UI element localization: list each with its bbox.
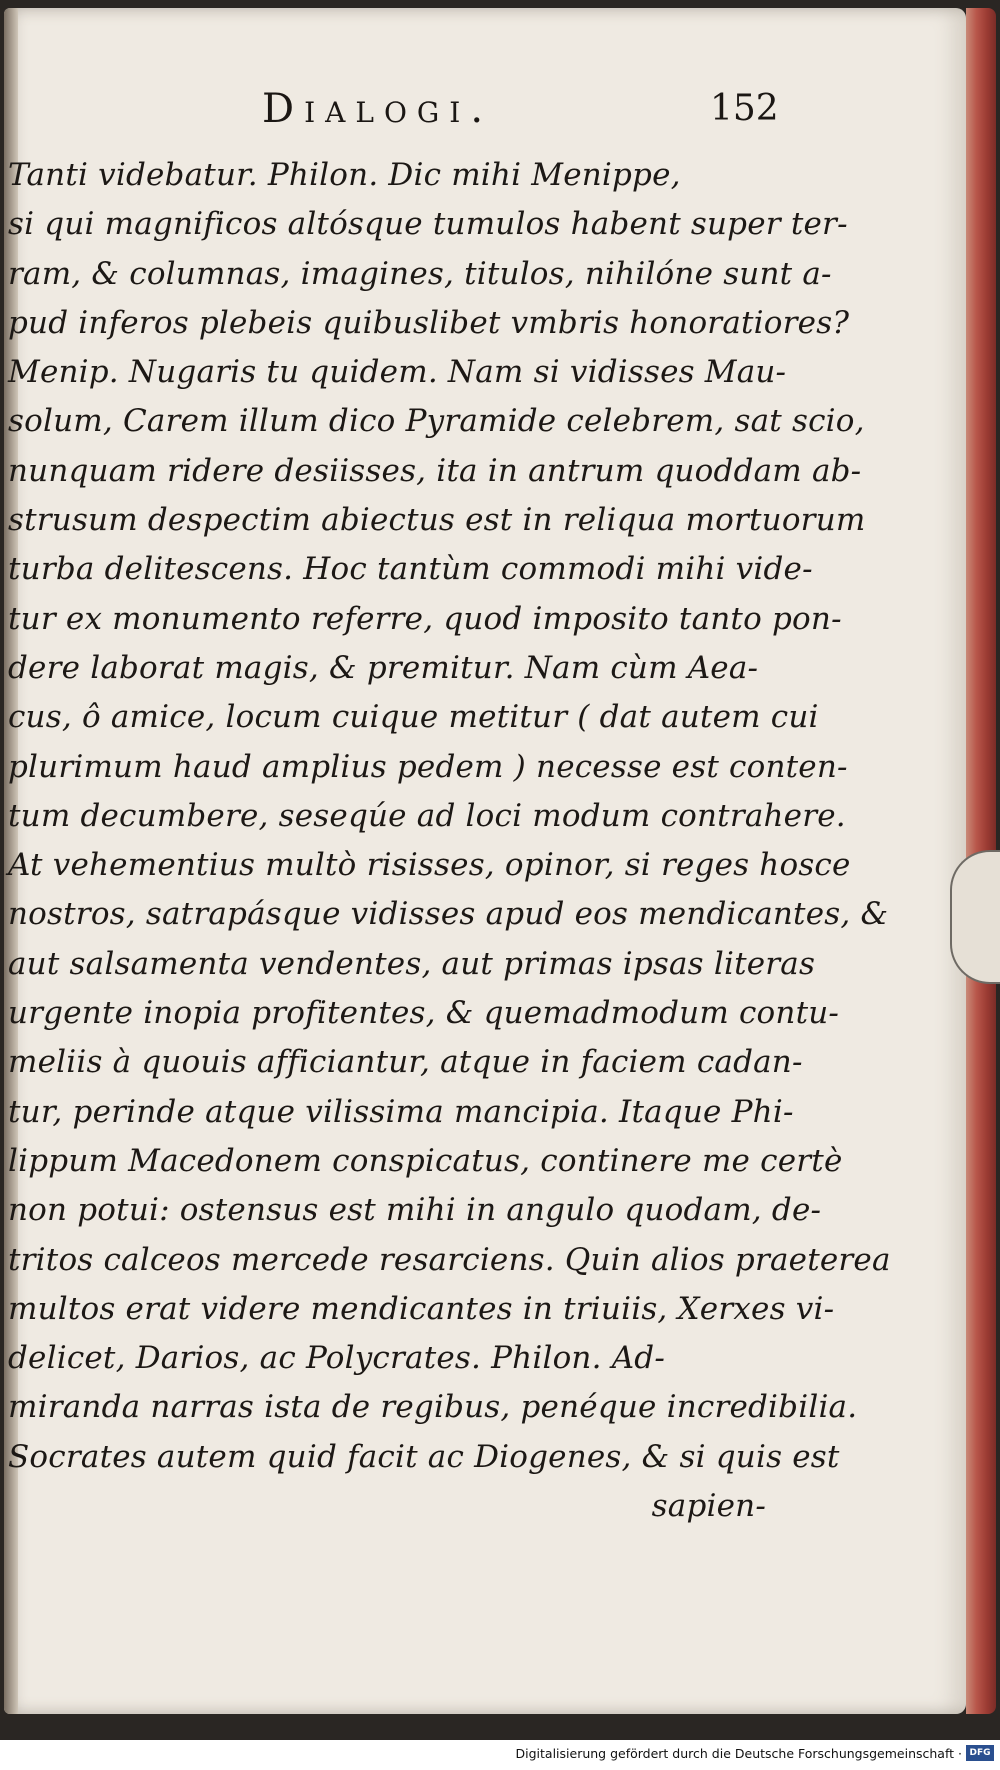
- book-page: [4, 8, 966, 1714]
- text-line: strusum despectim abiectus est in reliqua mortuorum: [8, 502, 866, 539]
- text-line: urgente inopia profitentes, & quemadmodum contu-: [8, 995, 840, 1032]
- catchword: sapien-: [651, 1488, 766, 1525]
- text-line: Menip. Nugaris tu quidem. Nam si vidisses Mau-: [8, 354, 787, 391]
- text-line: tur, perinde atque vilissima mancipia. Itaque Phi-: [8, 1093, 794, 1130]
- text-block: [4, 151, 966, 1531]
- text-line: nostros, satrapásque vidisses apud eos mendicantes, &: [8, 896, 889, 933]
- text-line: si qui magnificos altósque tumulos habent super ter-: [8, 206, 848, 243]
- text-line: dere laborat magis, & premitur. Nam cùm Aea-: [8, 649, 759, 686]
- running-head: Dialogi.: [262, 86, 494, 132]
- page-number: 152: [710, 88, 779, 129]
- text-line: miranda narras ista de regibus, penéque incredibilia.: [8, 1389, 858, 1426]
- text-line: Socrates autem quid facit ac Diogenes, & si quis est: [8, 1438, 840, 1475]
- text-line: multos erat videre mendicantes in triuiis, Xerxes vi-: [8, 1290, 835, 1327]
- footer-bar: [0, 1740, 1000, 1770]
- text-line: cus, ô amice, locum cuique metitur ( dat autem cui: [8, 699, 819, 736]
- text-line: turba delitescens. Hoc tantùm commodi mihi vide-: [8, 551, 813, 588]
- digitization-credit: Digitalisierung gefördert durch die Deutsche Forschungsgemeinschaft ·: [515, 1746, 962, 1761]
- text-line: tum decumbere, seseqúe ad loci modum contrahere.: [8, 797, 846, 834]
- text-line: solum, Carem illum dico Pyramide celebrem, sat scio,: [8, 403, 865, 440]
- text-line: plurimum haud amplius pedem ) necesse est conten-: [8, 748, 848, 785]
- text-line: delicet, Darios, ac Polycrates. Philon. Ad-: [8, 1340, 666, 1377]
- page-tab-marker: [950, 850, 1000, 984]
- text-line: nunquam ridere desiisses, ita in antrum quoddam ab-: [8, 452, 862, 489]
- text-line: lippum Macedonem conspicatus, continere me certè: [8, 1142, 843, 1179]
- dfg-logo: DFG: [966, 1745, 994, 1761]
- text-line: pud inferos plebeis quibuslibet vmbris honoratiores?: [8, 304, 850, 341]
- text-line: At vehementius multò risisses, opinor, si reges hosce: [8, 847, 851, 884]
- text-line: aut salsamenta vendentes, aut primas ipsas literas: [8, 945, 816, 982]
- text-line: tur ex monumento referre, quod imposito tanto pon-: [8, 600, 842, 637]
- text-line: meliis à quouis afficiantur, atque in faciem cadan-: [8, 1044, 803, 1081]
- text-line: ram, & columnas, imagines, titulos, nihilóne sunt a-: [8, 255, 832, 292]
- text-line: tritos calceos mercede resarciens. Quin alios praeterea: [8, 1241, 891, 1278]
- page-header: [4, 86, 966, 146]
- text-line: Tanti videbatur. Philon. Dic mihi Menippe,: [8, 157, 681, 193]
- text-line: non potui: ostensus est mihi in angulo quodam, de-: [8, 1192, 822, 1229]
